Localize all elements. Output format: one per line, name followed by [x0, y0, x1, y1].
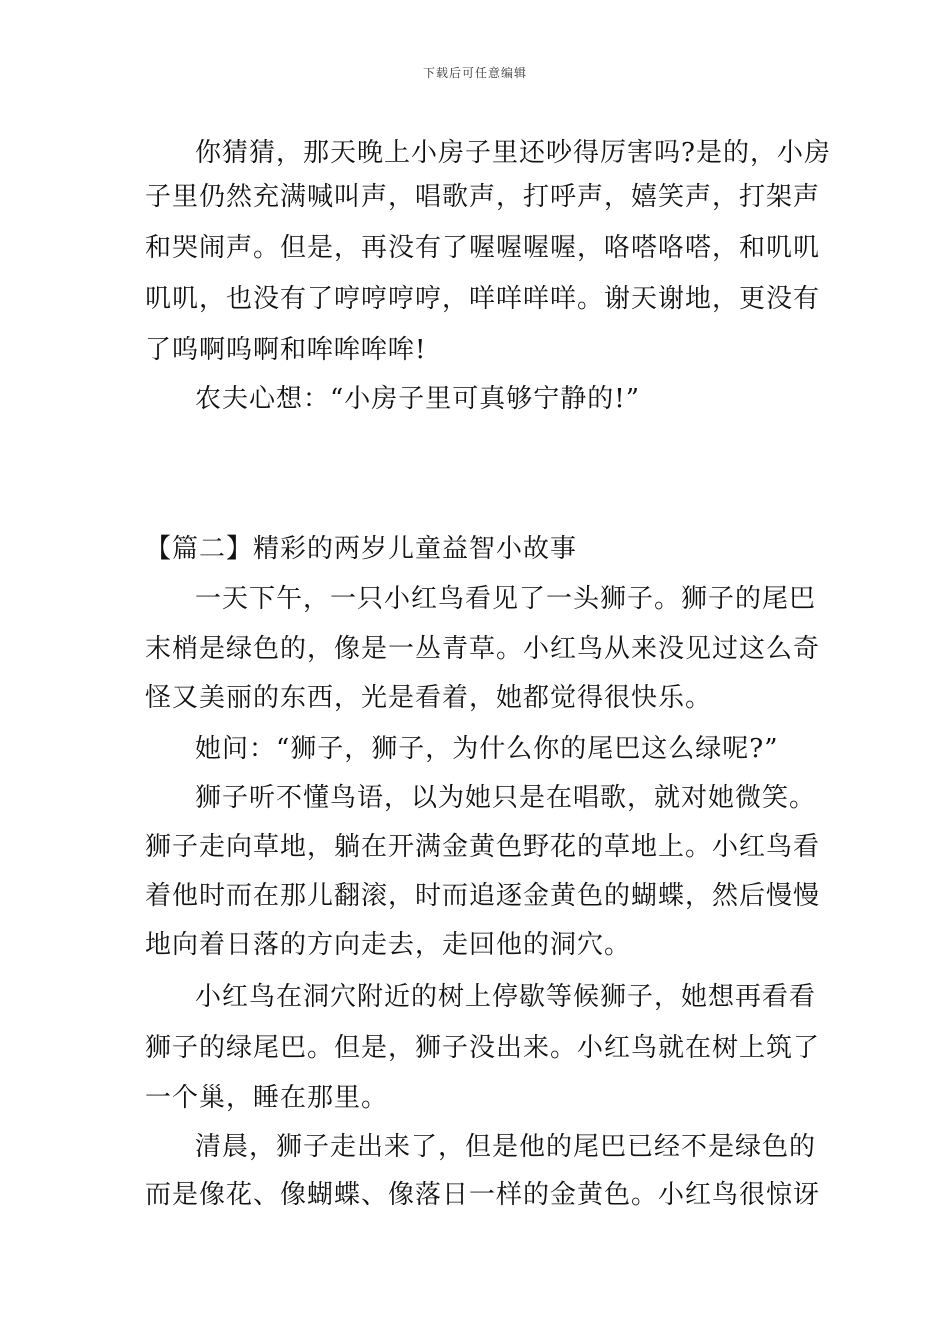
text-line: 和哭闹声。但是，再没有了喔喔喔喔，咯嗒咯嗒，和叽叽 [145, 233, 821, 263]
section2-paragraph2: 她问：“狮子，狮子，为什么你的尾巴这么绿呢?” [195, 734, 779, 764]
text-line: 着他时而在那儿翻滚，时而追逐金黄色的蝴蝶，然后慢慢 [145, 881, 821, 911]
text-line: 怪又美丽的东西，光是看着，她都觉得很快乐。 [145, 683, 713, 713]
text-line: 一天下午，一只小红鸟看见了一头狮子。狮子的尾巴 [195, 584, 817, 614]
text-line: 而是像花、像蝴蝶、像落日一样的金黄色。小红鸟很惊讶 [145, 1180, 821, 1210]
text-line: 小红鸟在洞穴附近的树上停歇等候狮子，她想再看看 [195, 982, 817, 1012]
text-line: 一个巢，睡在那里。 [145, 1083, 389, 1113]
text-line: 狮子的绿尾巴。但是，狮子没出来。小红鸟就在树上筑了 [145, 1033, 821, 1063]
text-line: 狮子走向草地，躺在开满金黄色野花的草地上。小红鸟看 [145, 832, 821, 862]
page-header: 下载后可任意编辑 [422, 66, 527, 80]
text-line: 子里仍然充满喊叫声，唱歌声，打呼声，嬉笑声，打架声 [145, 182, 821, 212]
text-line: 末梢是绿色的，像是一丛青草。小红鸟从来没见过这么奇 [145, 634, 821, 664]
text-line: 叽叽，也没有了哼哼哼哼，咩咩咩咩。谢天谢地，更没有 [145, 284, 821, 314]
text-line: 你猜猜，那天晚上小房子里还吵得厉害吗?是的，小房 [195, 138, 831, 168]
text-line: 地向着日落的方向走去，走回他的洞穴。 [145, 930, 632, 960]
section-title: 【篇二】精彩的两岁儿童益智小故事 [145, 534, 578, 564]
text-line: 清晨，狮子走出来了，但是他的尾巴已经不是绿色的 [195, 1132, 817, 1162]
section1-paragraph2: 农夫心想：“小房子里可真够宁静的!” [195, 384, 641, 414]
text-line: 了呜啊呜啊和哞哞哞哞! [145, 335, 427, 365]
text-line: 狮子听不懂鸟语，以为她只是在唱歌，就对她微笑。 [195, 783, 817, 813]
